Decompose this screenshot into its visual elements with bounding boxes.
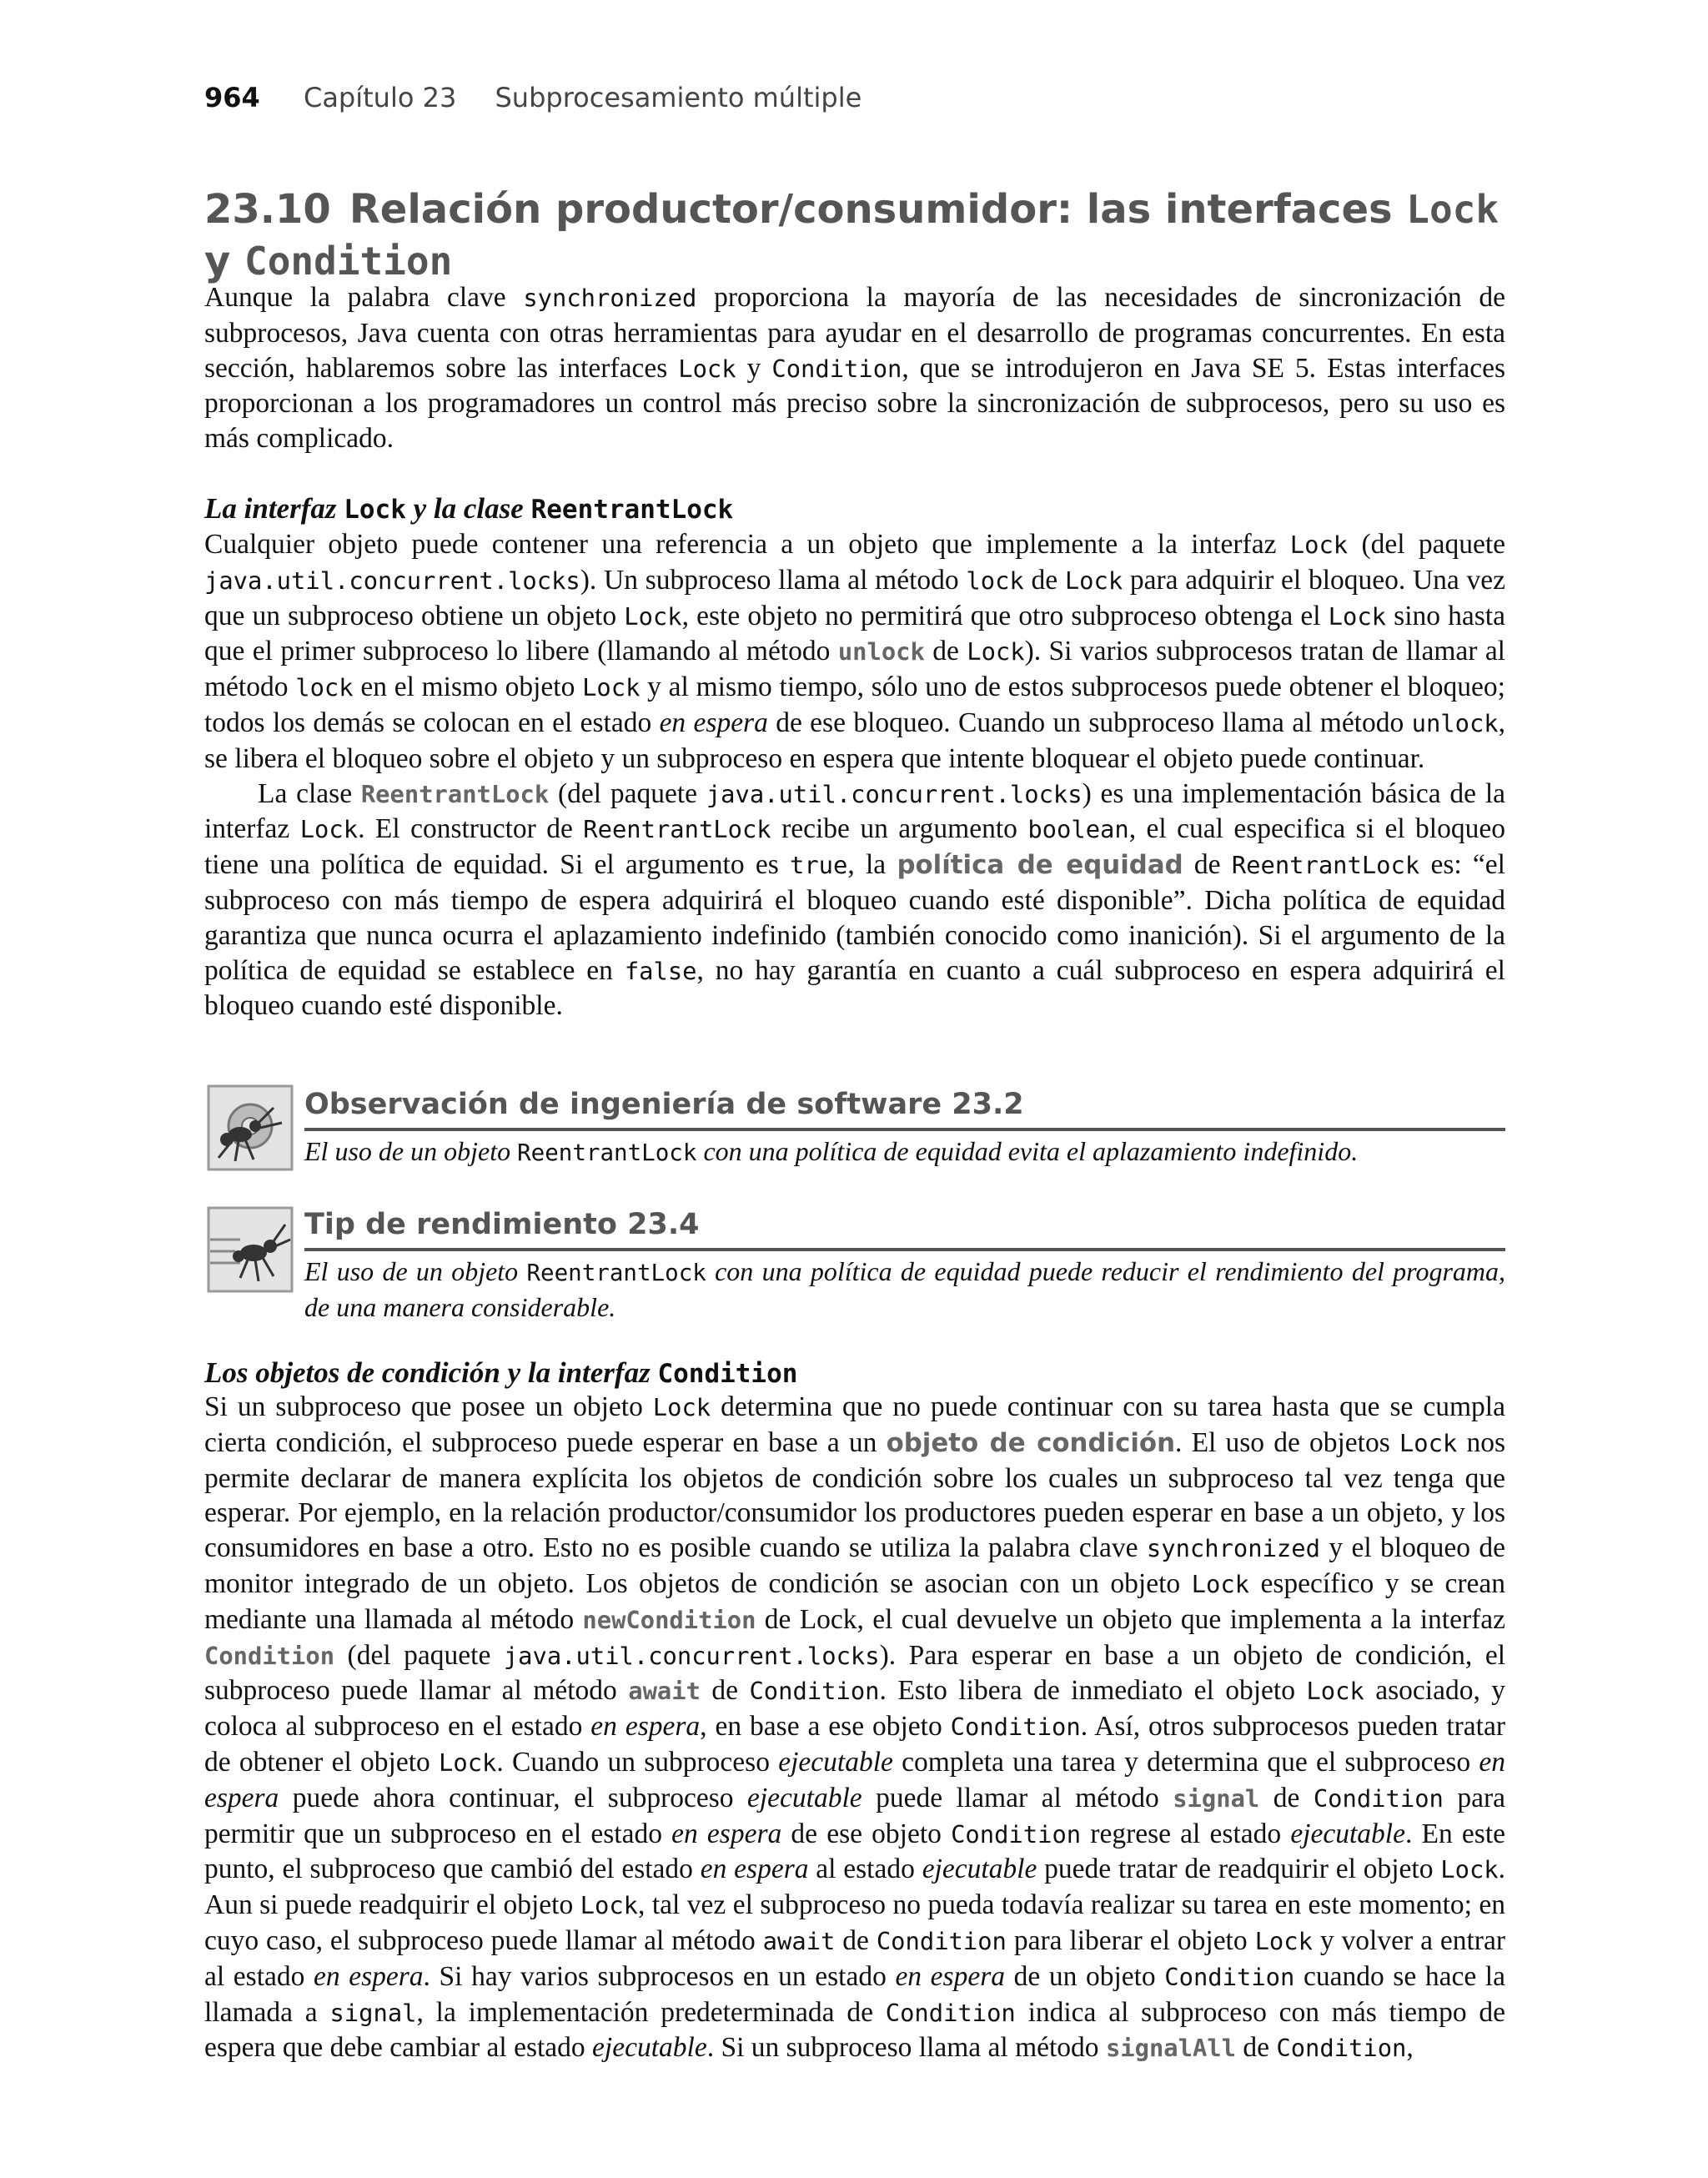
text-run: Si un subproceso que posee un objeto — [204, 1391, 653, 1422]
code-term: Lock — [299, 815, 359, 844]
text-run: para adquirir el bloqueo. Una vez que un subproceso obtiene un objeto — [204, 564, 1505, 631]
text-run: . El uso de objetos — [1175, 1426, 1399, 1458]
text-run: y volver a entrar al estado — [204, 1924, 1505, 1992]
key-term: objeto de condición — [886, 1427, 1176, 1458]
text-run: completa una tarea y determina que el subproceso — [892, 1746, 1479, 1778]
subheading-code: ReentrantLock — [530, 495, 734, 525]
text-run: para permitir que un subproceso en el estado — [204, 1782, 1505, 1849]
text-run: . Así, otros subprocesos pueden tratar de obtener el objeto — [204, 1711, 1505, 1778]
text-run: asociado, y coloca al subproceso en el estado — [204, 1675, 1506, 1743]
code-term: false — [624, 956, 697, 985]
intro-text: y — [736, 352, 772, 384]
code-term: Lock — [1254, 1926, 1313, 1955]
text-run: de un objeto — [1004, 1960, 1165, 1992]
code-term: Lock — [1328, 601, 1387, 631]
intro-code: synchronized — [523, 284, 697, 312]
code-term: Condition — [1164, 1962, 1295, 1991]
text-run: . Cuando un subproceso — [496, 1746, 779, 1778]
italic-term: ejecutable — [922, 1854, 1037, 1885]
text-run: ). Si varios subprocesos tratan de llamar al método — [204, 636, 1505, 703]
code-term: ReentrantLock — [526, 1260, 706, 1286]
code-term: Lock — [1399, 1428, 1458, 1457]
code-term: Lock — [1191, 1569, 1250, 1598]
code-term: Lock — [439, 1748, 497, 1777]
text-run: de — [835, 1924, 877, 1956]
subheading-code: Lock — [344, 495, 406, 525]
code-keyterm: unlock — [837, 637, 925, 666]
italic-term: en espera — [313, 1960, 424, 1992]
chapter-label: Capítulo 23 — [303, 82, 457, 113]
section-title-text: Relación productor/consumidor: las interfaces — [349, 186, 1393, 233]
key-term: política de equidad — [897, 850, 1183, 881]
code-term: true — [790, 851, 848, 880]
italic-term: en espera — [671, 1818, 782, 1849]
code-term: synchronized — [1146, 1534, 1320, 1563]
code-keyterm: Condition — [204, 1641, 335, 1670]
text-run: de — [700, 1675, 750, 1707]
text-run: . Esto libera de inmediato el objeto — [879, 1675, 1307, 1707]
text-run: (del paquete — [1348, 529, 1506, 560]
italic-term: ejecutable — [778, 1746, 893, 1778]
intro-text: Aunque la palabra clave — [204, 282, 524, 313]
italic-term: en espera — [204, 1746, 1505, 1813]
code-term: Condition — [885, 1998, 1016, 2027]
box-divider — [304, 1128, 1505, 1131]
text-run: determina que no puede continuar con su tarea hasta que se cumpla cierta condición, el subproceso puede esperar en base a un — [204, 1391, 1505, 1458]
code-term: Lock — [652, 1393, 711, 1421]
text-run: sino hasta que el primer subproceso lo libere (llamando al método — [204, 600, 1505, 667]
code-term: java.util.concurrent.locks — [706, 779, 1083, 808]
code-keyterm: signal — [1173, 1783, 1260, 1813]
code-keyterm: await — [628, 1677, 701, 1706]
section-title-lock: Lock — [1406, 187, 1500, 232]
text-run: ). Un subproceso llama al método — [580, 564, 967, 596]
italic-term: en espera — [700, 1854, 809, 1885]
text-run: Cualquier objeto puede contener una referencia a un objeto que implemente a la interfaz — [204, 529, 1290, 560]
text-run: es: “el subproceso con más tiempo de espera adquirirá el bloqueo cuando esté disponible”. Dicha política de equidad garantiza que nunca ocurra el aplazamiento indefinido (también conocido como inanición). Si el argumento de la política de equidad se establece en — [204, 849, 1505, 986]
code-term: Condition — [950, 1713, 1081, 1742]
italic-term: en espera — [895, 1960, 1005, 1992]
text-run: , la — [847, 849, 897, 881]
text-run: , en base a ese objeto — [700, 1711, 951, 1743]
code-term: ReentrantLock — [583, 815, 771, 844]
code-term: unlock — [1411, 708, 1499, 737]
intro-text: , que se introdujeron en Java SE 5. Estas interfaces proporcionan a los programadores un control más preciso sobre la sincronización de subprocesos, pero su uso es más complicado. — [204, 352, 1505, 455]
box-divider — [304, 1248, 1505, 1251]
code-term: Lock — [582, 673, 640, 702]
ant-with-gear-icon — [207, 1084, 294, 1171]
text-run: de — [1235, 2032, 1277, 2064]
code-term: Lock — [1064, 566, 1123, 595]
code-term: Condition — [1276, 2034, 1407, 2063]
text-run: de — [924, 636, 967, 667]
text-run: específico y se crean mediante una llamada al método — [204, 1567, 1506, 1635]
code-term: Lock — [624, 601, 682, 631]
paragraph — [204, 527, 1505, 777]
code-keyterm: ReentrantLock — [360, 779, 550, 808]
code-term: java.util.concurrent.locks — [503, 1641, 880, 1670]
text-run: de — [1259, 1782, 1314, 1813]
page-number: 964 — [204, 82, 260, 113]
text-run: ). Para esperar en base a un objeto de condición, el subproceso puede llamar al método — [204, 1639, 1505, 1707]
text-run: regrese al estado — [1081, 1818, 1291, 1849]
intro-code: Lock — [678, 354, 736, 383]
code-term: Condition — [951, 1819, 1082, 1849]
lock-section-body — [204, 527, 1505, 1024]
text-run: de ese objeto — [781, 1818, 952, 1849]
subsection-heading-lock — [204, 492, 733, 526]
box-body-performance-tip — [304, 1255, 1505, 1325]
italic-term: ejecutable — [746, 1782, 862, 1813]
subheading-text: y la clase — [405, 492, 531, 525]
text-run: con una política de equidad evita el aplazamiento indefinido. — [696, 1136, 1359, 1166]
text-run: al estado — [808, 1854, 922, 1885]
subheading-text: La interfaz — [204, 492, 344, 525]
box-body-software-engineering — [304, 1134, 1505, 1170]
text-run: , tal vez el subproceso no pueda todavía realizar su tarea en este momento; en cuyo caso, el subproceso puede llamar al método — [204, 1889, 1505, 1956]
text-run: (del paquete — [549, 777, 706, 809]
text-run: de — [1023, 564, 1065, 596]
section-title-y: y — [204, 238, 231, 284]
text-run: nos permite declarar de manera explícita los objetos de condición sobre los cuales un subproceso tal vez tenga que esperar. Por ejemplo, en la relación productor/consumidor los productores pueden esperar en base a un objeto, y los consumidores en base a otro. Esto no es posible cuando se utiliza la palabra clave — [204, 1426, 1505, 1564]
text-run: , el cual especifica si el bloqueo tiene una política de equidad. Si el argumento es — [204, 813, 1505, 881]
paragraph — [204, 1390, 1505, 2066]
text-run: de ese bloqueo. Cuando un subproceso llama al método — [767, 707, 1412, 738]
code-keyterm: newCondition — [582, 1605, 756, 1634]
section-number: 23.10 — [204, 186, 331, 233]
text-run: El uso de un objeto — [304, 1136, 518, 1166]
text-run: (del paquete — [334, 1639, 504, 1671]
text-run: indica al subproceso con más tiempo de espera que debe cambiar al estado — [204, 1996, 1505, 2064]
text-run: para liberar el objeto — [1006, 1924, 1255, 1956]
text-run: ) es una implementación básica de la interfaz — [204, 777, 1505, 845]
text-run: con una política de equidad puede reducir el rendimiento del programa, de una manera considerable. — [304, 1256, 1506, 1322]
text-run: . El constructor de — [358, 813, 584, 845]
text-run: cuando se hace la llamada a — [204, 1960, 1505, 2028]
code-term: lock — [966, 566, 1024, 595]
code-term: Condition — [876, 1926, 1007, 1955]
text-run: y al mismo tiempo, sólo uno de estos subprocesos puede obtener el bloqueo; todos los demás se colocan en el estado — [204, 672, 1505, 738]
text-run: recibe un argumento — [771, 813, 1028, 845]
text-run: , no hay garantía en cuanto a cuál subproceso en espera adquirirá el bloqueo cuando esté disponible. — [204, 954, 1505, 1022]
text-run: , — [1406, 2032, 1414, 2064]
code-term: signal — [329, 1998, 417, 2027]
code-term: Lock — [1289, 531, 1349, 559]
intro-text: proporciona la mayoría de las necesidades de sincronización de subprocesos, Java cuenta con otras herramientas para ayudar en el desarrollo de programas concurrentes. En esta sección, hablaremos sobre las interfaces — [204, 282, 1505, 384]
text-run: . Si un subproceso llama al método — [706, 2032, 1106, 2064]
running-head — [204, 82, 862, 113]
code-keyterm: signalAll — [1105, 2034, 1236, 2063]
subheading-text: Los objetos de condición y la interfaz — [204, 1356, 658, 1389]
code-term: Condition — [1313, 1783, 1444, 1813]
code-term: java.util.concurrent.locks — [204, 566, 580, 595]
italic-term: ejecutable — [1290, 1818, 1405, 1849]
code-term: ReentrantLock — [517, 1139, 697, 1166]
text-run: , la implementación predeterminada de — [416, 1996, 886, 2028]
text-run: La clase — [258, 777, 361, 809]
code-term: boolean — [1027, 815, 1129, 844]
paragraph — [204, 777, 1505, 1024]
text-run: puede ahora continuar, el subproceso — [279, 1782, 747, 1813]
text-run: de — [1183, 849, 1232, 881]
text-run: en el mismo objeto — [353, 672, 583, 703]
intro-paragraph — [204, 280, 1505, 456]
code-term: Lock — [967, 637, 1025, 666]
text-run: , este objeto no permitirá que otro subproceso obtenga el — [681, 600, 1329, 631]
subsection-heading-condition — [204, 1356, 797, 1390]
section-heading — [204, 184, 1505, 287]
code-term: await — [762, 1926, 836, 1955]
text-run: , se libera el bloqueo sobre el objeto y un subproceso en espera que intente bloquear el objeto puede continuar. — [204, 707, 1506, 774]
code-term: Lock — [1440, 1855, 1499, 1884]
italic-term: ejecutable — [592, 2032, 707, 2064]
box-title-software-engineering: Observación de ingeniería de software 23.2 — [304, 1088, 1024, 1121]
text-run: . Aun si puede readquirir el objeto — [204, 1854, 1505, 1921]
text-run: . Si hay varios subprocesos en un estado — [423, 1960, 896, 1992]
text-run: puede tratar de readquirir el objeto — [1037, 1854, 1441, 1885]
code-term: lock — [295, 673, 354, 702]
italic-term: en espera — [659, 707, 768, 738]
section-title-condition: Condition — [244, 239, 453, 284]
italic-term: en espera — [590, 1711, 701, 1743]
chapter-title: Subprocesamiento múltiple — [495, 82, 862, 113]
text-run: y el bloqueo de monitor integrado de un objeto. Los objetos de condición se asocian con un objeto — [204, 1532, 1505, 1599]
code-term: Lock — [580, 1891, 639, 1920]
text-run: . En este punto, el subproceso que cambió del estado — [204, 1818, 1505, 1885]
box-title-performance-tip: Tip de rendimiento 23.4 — [304, 1208, 700, 1241]
text-run: puede llamar al método — [862, 1782, 1173, 1813]
text-run: de Lock, el cual devuelve un objeto que implementa a la interfaz — [756, 1603, 1505, 1635]
code-term: Condition — [749, 1677, 880, 1706]
subheading-code: Condition — [657, 1359, 798, 1389]
ant-with-speed-icon — [207, 1206, 294, 1293]
code-term: Lock — [1306, 1677, 1364, 1706]
intro-code: Condition — [771, 354, 902, 383]
condition-section-body — [204, 1390, 1505, 2066]
text-run: El uso de un objeto — [304, 1256, 527, 1286]
code-term: ReentrantLock — [1231, 851, 1420, 880]
